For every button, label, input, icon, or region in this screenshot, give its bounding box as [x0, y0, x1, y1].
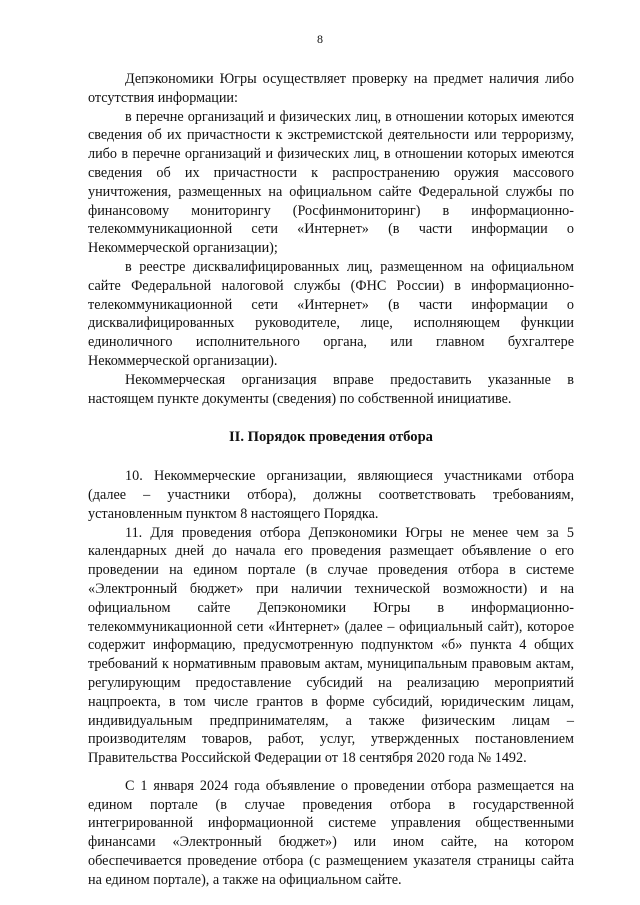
paragraph-extremism-lists: в перечне организаций и физических лиц, в отношении которых имеются сведения об их причастности к экстремистской деятельности или терроризму, либо в перечне организаций и физических лиц, в отношении которых имеются сведения об их причастности к распространению оружия массового уничтожения, размещенных на официальном сайте Федеральной службы по финансовому мониторингу (Росфинмониторинг) в информационно-телекоммуникационной сети «Интернет» (в части информации о Некоммерческой организации); [88, 108, 574, 257]
paragraph-item-11: 11. Для проведения отбора Депэкономики Югры не менее чем за 5 календарных дней до начала его проведения размещает объявление о его проведении на едином портале (в случае проведения отбора в системе «Электронный бюджет» при наличии технической возможности) и на официальном сайте Депэкономики Югры в информационно-телекоммуникационной сети «Интернет» (далее – официальный сайт), которое содержит информацию, предусмотренную подпунктом «б» пункта 4 общих требований к нормативным правовым актам, муниципальным правовым актам, регулирующим предоставление субсидий на реализацию мероприятий нацпроекта, в том числе грантов в форме субсидий, юридическим лицам, индивидуальным предпринимателям, а также физическим лицам – производителям товаров, работ, услуг, утвержденных постановлением Правительства Российской Федерации от 18 сентября 2020 года № 1492. [88, 524, 574, 767]
page-number: 8 [317, 32, 323, 46]
paragraph-2024-announcement: С 1 января 2024 года объявление о проведении отбора размещается на едином портале (в случае проведения отбора в государственной интегрированной информационной системе управления общественными финансами «Электронный бюджет») или ином сайте, на котором обеспечивается проведение отбора (с размещением указателя страницы сайта на едином портале), а также на официальном сайте. [88, 777, 574, 888]
document-body [88, 70, 574, 890]
paragraph-own-initiative: Некоммерческая организация вправе предоставить указанные в настоящем пункте документы (сведения) по собственной инициативе. [88, 371, 574, 407]
paragraph-item-10: 10. Некоммерческие организации, являющиеся участниками отбора (далее – участники отбора), должны соответствовать требованиям, установленным пунктом 8 настоящего Порядка. [88, 468, 574, 522]
section-heading: II. Порядок проведения отбора [229, 429, 433, 446]
paragraph-gap [88, 768, 574, 777]
paragraph-verification-intro: Депэкономики Югры осуществляет проверку на предмет наличия либо отсутствия информации: [88, 71, 574, 106]
paragraph-disqualified-registry: в реестре дисквалифицированных лиц, размещенном на официальном сайте Федеральной налоговой службы (ФНС России) в информационно-телекоммуникационной сети «Интернет» (в части информации о дисквалифицированных руководителе, лице, исполняющем функции единоличного исполнительного органа, или главном бухгалтере Некоммерческой организации). [88, 258, 574, 369]
